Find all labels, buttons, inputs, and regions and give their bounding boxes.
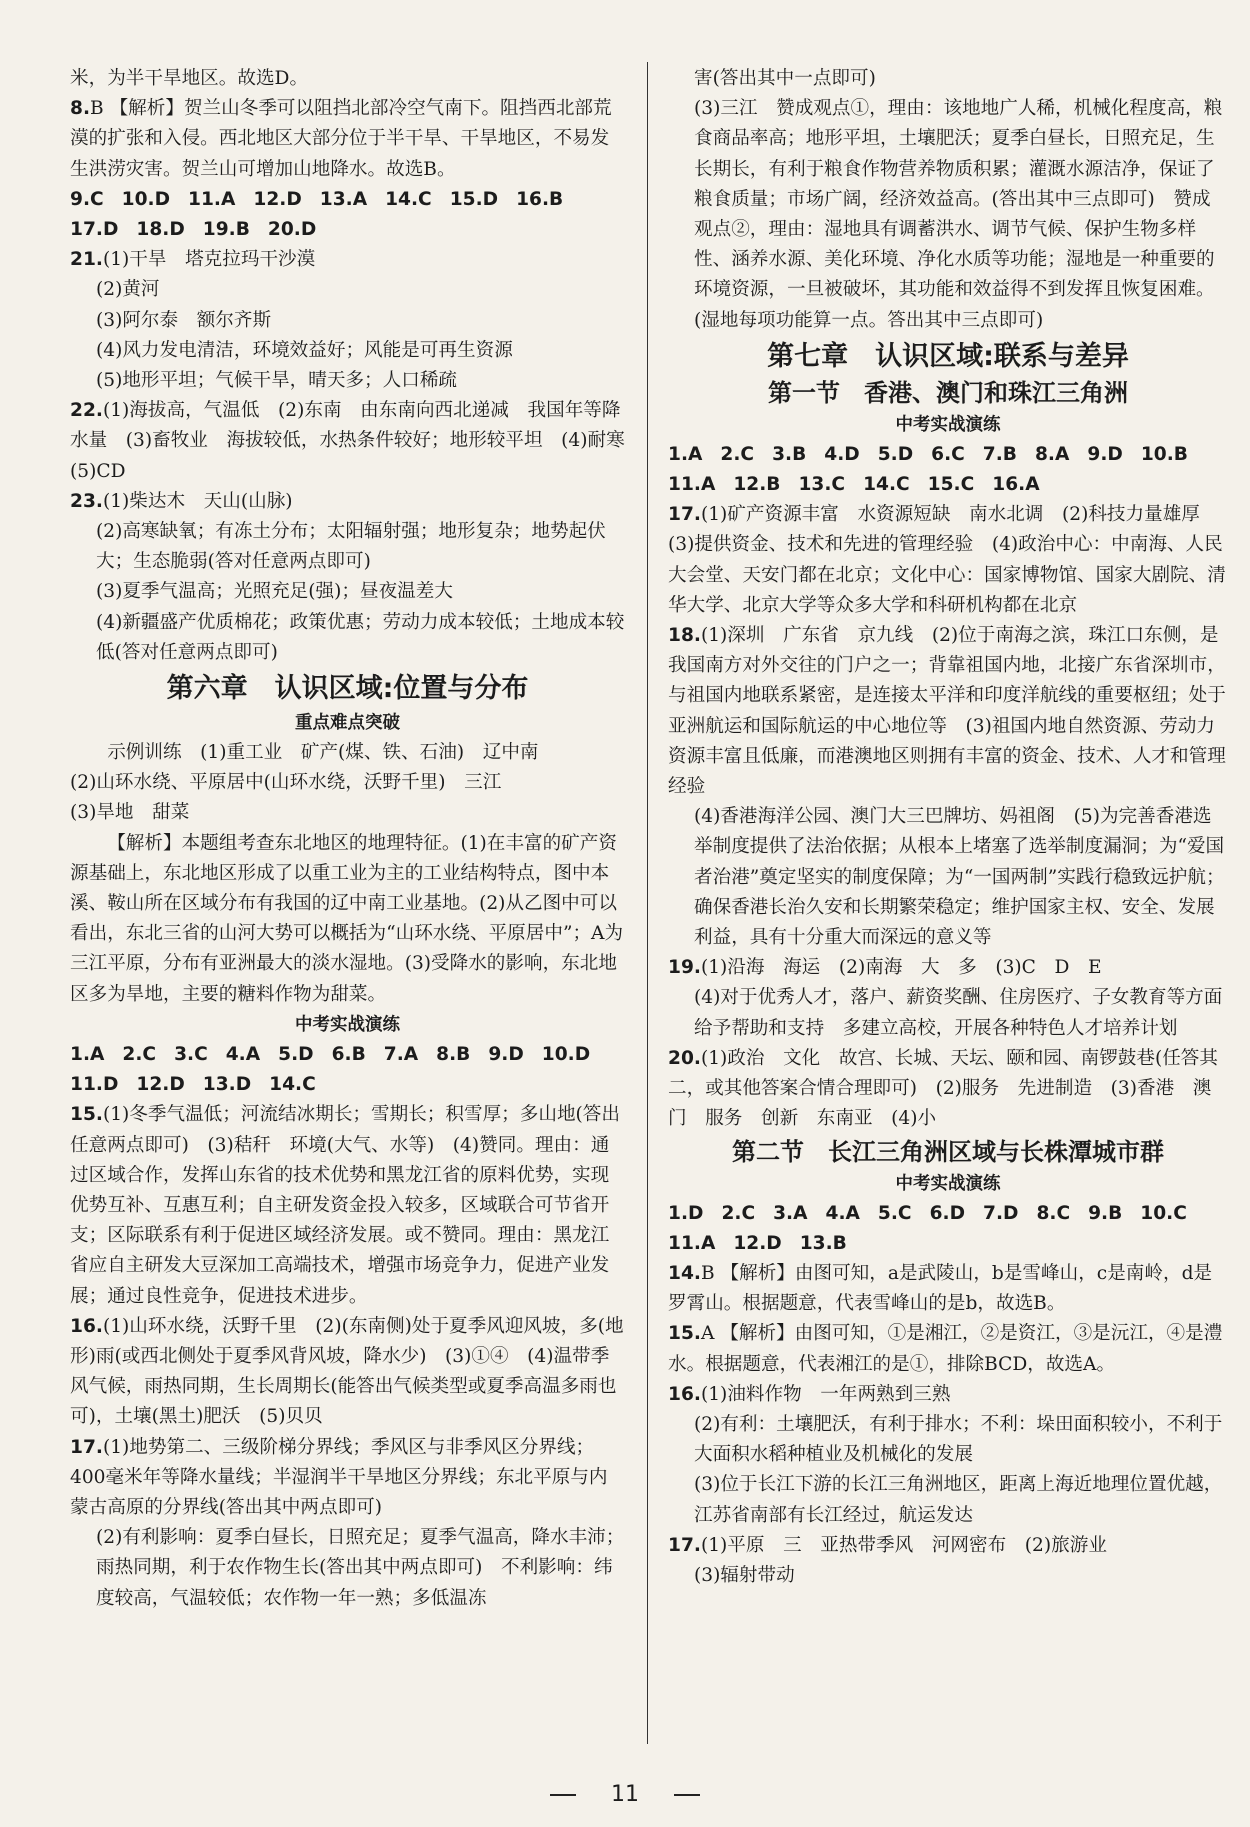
answer-text: (1)平原 三 亚热带季风 河网密布 (2)旅游业	[700, 1534, 1107, 1556]
choice-answer: 6.B	[331, 1043, 366, 1065]
choice-answer: 12.D	[136, 1074, 185, 1096]
choice-answer: 15.C	[927, 474, 975, 496]
question-answer	[668, 1380, 1228, 1410]
answer-text: A 【解析】由图可知，①是湘江，②是资江，③是沅江，④是澧水。根据题意，代表湘江的是①，排除BCD，故选A。	[668, 1323, 1223, 1375]
answer-line: (2)黄河	[96, 279, 160, 301]
answer-text: (1)深圳 广东省 京九线 (2)位于南海之滨，珠江口东侧，是我国南方对外交往的门户之一；背靠祖国内地，北接广东省深圳市，与祖国内地联系紧密，是连接太平洋和印度洋航线的重要枢纽；处于亚洲航运和国际航运的中心地位等 (3)祖国内地自然资源、劳动力资源丰富且低廉，而港澳地区则拥有丰富的资金、技术、人才和管理经验	[668, 625, 1226, 798]
answer-text: (1)沿海 海运 (2)南海 大 多 (3)C D E	[700, 957, 1102, 979]
answer-text: (1)地势第二、三级阶梯分界线；季风区与非季风区分界线；400毫米年等降水量线；半湿润半干旱地区分界线；东北平原与内蒙古高原的分界线(答出其中两点即可)	[70, 1436, 608, 1518]
choice-answer: 2.C	[122, 1043, 157, 1065]
question-answer	[70, 1433, 625, 1524]
choice-answer: 11.A	[668, 474, 716, 496]
answer-text: (1)干旱 塔克拉玛干沙漠	[102, 249, 316, 271]
answer-line: (4)对于优秀人才，落户、薪资奖酬、住房医疗、子女教育等方面给予帮助和支持 多建立高校，开展各种特色人才培养计划	[694, 987, 1223, 1039]
choice-answer: 3.B	[772, 443, 807, 465]
choice-answer: 4.A	[225, 1043, 261, 1065]
choice-answer: 14.C	[269, 1074, 316, 1096]
right-column	[668, 64, 1228, 1591]
chapter-title: 第七章 认识区域:联系与差异	[767, 340, 1129, 372]
choice-answer: 8.C	[1036, 1202, 1071, 1224]
answer-text: (1)政治 文化 故宫、长城、天坛、颐和园、南锣鼓巷(任答其二，或其他答案合情合理即可) (2)服务 先进制造 (3)香港 澳门 服务 创新 东南亚 (4)小	[668, 1047, 1218, 1130]
answer-line: (3)辐射带动	[694, 1564, 795, 1586]
choice-answers-row	[668, 1229, 1228, 1259]
choice-answer: 9.D	[488, 1043, 524, 1065]
choice-answer: 19.B	[202, 219, 250, 241]
subsection-heading: 中考实战演练	[895, 1173, 1001, 1194]
answer-text: (1)油料作物 一年两熟到三熟	[700, 1383, 951, 1405]
choice-answer: 7.B	[982, 443, 1017, 465]
choice-answer: 12.D	[253, 188, 302, 210]
question-answer	[70, 487, 625, 517]
question-number: 23.	[70, 490, 103, 512]
choice-answer: 10.B	[1140, 443, 1188, 465]
question-answer	[668, 1531, 1228, 1561]
section-title: 第二节 长江三角洲区域与长株潭城市群	[732, 1137, 1164, 1166]
footer-dash-left	[550, 1794, 576, 1796]
question-number: 17.	[668, 1534, 701, 1556]
answer-text: (1)矿产资源丰富 水资源短缺 南水北调 (2)科技力量雄厚 (3)提供资金、技术和先进的管理经验 (4)政治中心：中南海、人民大会堂、天安门都在北京；文化中心：国家博物馆、国家大剧院、清华大学、北京大学等众多大学和科研机构都在北京	[668, 504, 1226, 616]
subsection-heading: 中考实战演练	[895, 414, 1001, 435]
paragraph: 米，为半干旱地区。故选D。	[70, 68, 309, 89]
choice-answer: 11.D	[70, 1074, 119, 1096]
question-answer	[70, 245, 625, 275]
answer-line: (4)新疆盛产优质棉花；政策优惠；劳动力成本较低；土地成本较低(答对任意两点即可)	[96, 611, 625, 663]
question-answer	[668, 953, 1228, 983]
answer-line: (3)位于长江下游的长江三角洲地区，距离上海近地理位置优越，江苏省南部有长江经过，航运发达	[694, 1474, 1223, 1526]
question-number: 20.	[668, 1047, 701, 1069]
choice-answer: 8.A	[1034, 443, 1070, 465]
choice-answer: 7.A	[383, 1043, 419, 1065]
answer-text: B 【解析】贺兰山冬季可以阻挡北部冷空气南下。阻挡西北部荒漠的扩张和入侵。西北地区大部分位于半干旱、干旱地区，不易发生洪涝灾害。贺兰山可增加山地降水。故选B。	[70, 98, 612, 180]
question-answer	[668, 500, 1228, 621]
choice-answer: 20.D	[267, 219, 317, 241]
choice-answer: 4.A	[825, 1202, 860, 1224]
choice-answer: 9.C	[70, 188, 104, 210]
choice-answers-row	[70, 1070, 625, 1100]
question-number: 21.	[70, 249, 103, 271]
answer-line: (2)高寒缺氧；有冻土分布；太阳辐射强；地形复杂；地势起伏大；生态脆弱(答对任意两点即可)	[96, 521, 606, 573]
question-number: 22.	[70, 400, 103, 422]
choice-answer: 17.D	[70, 219, 119, 241]
choice-answer: 12.D	[733, 1232, 782, 1254]
choice-answer: 11.A	[668, 1232, 716, 1254]
choice-answer: 14.C	[385, 188, 432, 210]
left-column	[70, 64, 644, 1614]
answer-text: B 【解析】由图可知，a是武陵山，b是雪峰山，c是南岭，d是罗霄山。根据题意，代表雪峰山的是b，故选B。	[668, 1262, 1213, 1315]
choice-answer: 5.C	[877, 1202, 912, 1224]
choice-answers-row	[668, 470, 1228, 500]
choice-answer: 10.D	[541, 1043, 591, 1065]
answer-text: (1)山环水绕，沃野千里 (2)(东南侧)处于夏季风迎风坡，多(地形)雨(或西北侧处于夏季风背风坡，降水少) (3)①④ (4)温带季风气候，雨热同期，生长周期长(能答出气候类型或夏季高温多雨也可)，土壤(黑土)肥沃 (5)贝贝	[70, 1315, 624, 1428]
choice-answers-row	[70, 215, 625, 245]
choice-answer: 9.D	[1087, 443, 1123, 465]
choice-answers-row	[668, 1199, 1228, 1229]
question-number: 14.	[668, 1262, 701, 1284]
chapter-title: 第六章 认识区域:位置与分布	[166, 673, 529, 705]
question-number: 16.	[668, 1383, 701, 1405]
question-answer	[668, 1319, 1228, 1379]
page-footer	[0, 1782, 1250, 1807]
question-number: 8.	[70, 98, 91, 120]
choice-answer: 1.A	[70, 1043, 105, 1065]
choice-answer: 3.C	[174, 1043, 208, 1065]
page-number: 11	[611, 1782, 639, 1807]
question-number: 17.	[668, 504, 701, 526]
choice-answer: 15.D	[449, 188, 499, 210]
answer-text: (1)冬季气温低；河流结冰期长；雪期长；积雪厚；多山地(答出任意两点即可) (3)秸秆 环境(大气、水等) (4)赞同。理由：通过区域合作，发挥山东省的技术优势和黑龙江省的原料优势，实现优势互补、互惠互利；自主研发资金投入较多，区域联合可节省开支；区际联系有利于促进区域经济发展。或不赞同。理由：黑龙江省应自主研发大豆深加工高端技术，增强市场竞争力，促进产业发展；通过良性竞争，促进技术进步。	[70, 1104, 620, 1307]
answer-text: (1)柴达木 天山(山脉)	[102, 490, 293, 512]
choice-answers-row	[70, 185, 625, 215]
choice-answer: 12.B	[733, 474, 781, 496]
choice-answer: 9.B	[1088, 1202, 1123, 1224]
answer-line: (2)有利影响：夏季白昼长，日照充足；夏季气温高，降水丰沛；雨热同期，利于农作物生长(答出其中两点即可) 不利影响：纬度较高，气温较低；农作物一年一熟；多低温冻	[96, 1527, 625, 1609]
question-number: 15.	[668, 1323, 701, 1345]
question-answer	[70, 396, 644, 487]
choice-answer: 16.A	[992, 474, 1040, 496]
question-number: 16.	[70, 1315, 103, 1337]
choice-answer: 1.D	[668, 1202, 704, 1224]
choice-answer: 16.B	[516, 188, 564, 210]
choice-answers-row	[668, 440, 1228, 470]
question-answer	[668, 621, 1228, 802]
choice-answer: 2.C	[720, 443, 755, 465]
section-title: 第一节 香港、澳门和珠江三角洲	[768, 378, 1128, 407]
question-answer	[668, 1044, 1228, 1135]
footer-dash-right	[674, 1794, 700, 1796]
answer-line: (4)香港海洋公园、澳门大三巴牌坊、妈祖阁 (5)为完善香港选举制度提供了法治依据；从根本上堵塞了选举制度漏洞；为“爱国者治港”奠定坚实的制度保障；为“一国两制”实践行稳致远护航；确保香港长治久安和长期繁荣稳定；维护国家主权、安全、发展利益，具有十分重大而深远的意义等	[694, 806, 1225, 949]
question-number: 18.	[668, 625, 701, 647]
choice-answer: 7.D	[983, 1202, 1019, 1224]
answer-line: (3)阿尔泰 额尔齐斯	[96, 309, 272, 331]
answer-line: (4)风力发电清洁，环境效益好；风能是可再生资源	[96, 339, 513, 361]
answer-text: (1)海拔高，气温低 (2)东南 由东南向西北递减 我国年等降水量 (3)畜牧业 海拔较低，水热条件较好；地形较平坦 (4)耐寒 (5)CD	[70, 400, 644, 482]
choice-answer: 14.C	[863, 474, 910, 496]
choice-answer: 5.D	[877, 443, 914, 465]
answer-line: (3)三江 赞成观点①，理由：该地地广人稀，机械化程度高，粮食商品率高；地形平坦，土壤肥沃；夏季白昼长，日照充足，生长期长，有利于粮食作物营养物质积累；灌溉水源洁净，保证了粮食质量；市场广阔，经济效益高。(答出其中三点即可) 赞成观点②，理由：湿地具有调蓄洪水、调节气候、保护生物多样性、涵养水源、美化环境、净化水质等功能；湿地是一种重要的环境资源，一旦被破坏，其功能和效益得不到发挥且恢复困难。(湿地每项功能算一点。答出其中三点即可)	[694, 98, 1223, 331]
choice-answer: 8.B	[436, 1043, 471, 1065]
paragraph: (2)山环水绕、平原居中(山环水绕，沃野千里) 三江	[70, 772, 502, 794]
choice-answer: 5.D	[278, 1043, 314, 1065]
choice-answer: 13.D	[202, 1074, 252, 1096]
question-number: 17.	[70, 1436, 103, 1458]
choice-answer: 6.C	[931, 443, 965, 465]
question-answer	[70, 1312, 625, 1433]
subsection-heading: 中考实战演练	[295, 1014, 400, 1035]
question-answer	[668, 1259, 1228, 1319]
choice-answer: 13.A	[319, 188, 368, 210]
choice-answer: 11.A	[188, 188, 236, 210]
question-answer	[70, 1100, 625, 1311]
choice-answer: 18.D	[136, 219, 185, 241]
choice-answer: 3.A	[773, 1202, 808, 1224]
answer-line: 害(答出其中一点即可)	[694, 68, 876, 89]
paragraph: 【解析】本题组考查东北地区的地理特征。(1)在丰富的矿产资源基础上，东北地区形成了以重工业为主的工业结构特点，图中本溪、鞍山所在区域分布有我国的辽中南工业基地。(2)从乙图中可以看出，东北三省的山河大势可以概括为“山环水绕、平原居中”；A为三江平原，分布有亚洲最大的淡水湿地。(3)受降水的影响，东北地区多为旱地，主要的糖料作物为甜菜。	[70, 832, 624, 1005]
choice-answer: 4.D	[824, 443, 860, 465]
choice-answer: 6.D	[929, 1202, 965, 1224]
question-number: 15.	[70, 1104, 103, 1126]
question-number: 19.	[668, 957, 701, 979]
choice-answer: 2.C	[721, 1202, 756, 1224]
choice-answer: 13.B	[799, 1232, 847, 1254]
answer-line: (3)夏季气温高；光照充足(强)；昼夜温差大	[96, 581, 453, 603]
choice-answer: 13.C	[798, 474, 846, 496]
choice-answer: 10.C	[1140, 1202, 1187, 1224]
choice-answer: 1.A	[668, 443, 703, 465]
paragraph: 示例训练 (1)重工业 矿产(煤、铁、石油) 辽中南	[107, 742, 539, 764]
answer-line: (5)地形平坦；气候干旱，晴天多；人口稀疏	[96, 370, 458, 392]
paragraph: (3)旱地 甜菜	[70, 802, 190, 824]
column-divider	[647, 62, 648, 1744]
choice-answers-row	[70, 1040, 625, 1070]
answer-line: (2)有利：土壤肥沃，有利于排水；不利：垛田面积较小，不利于大面积水稻种植业及机械化的发展	[694, 1413, 1223, 1466]
subsection-heading: 重点难点突破	[295, 713, 400, 734]
question-answer	[70, 94, 625, 185]
choice-answer: 10.D	[121, 188, 171, 210]
